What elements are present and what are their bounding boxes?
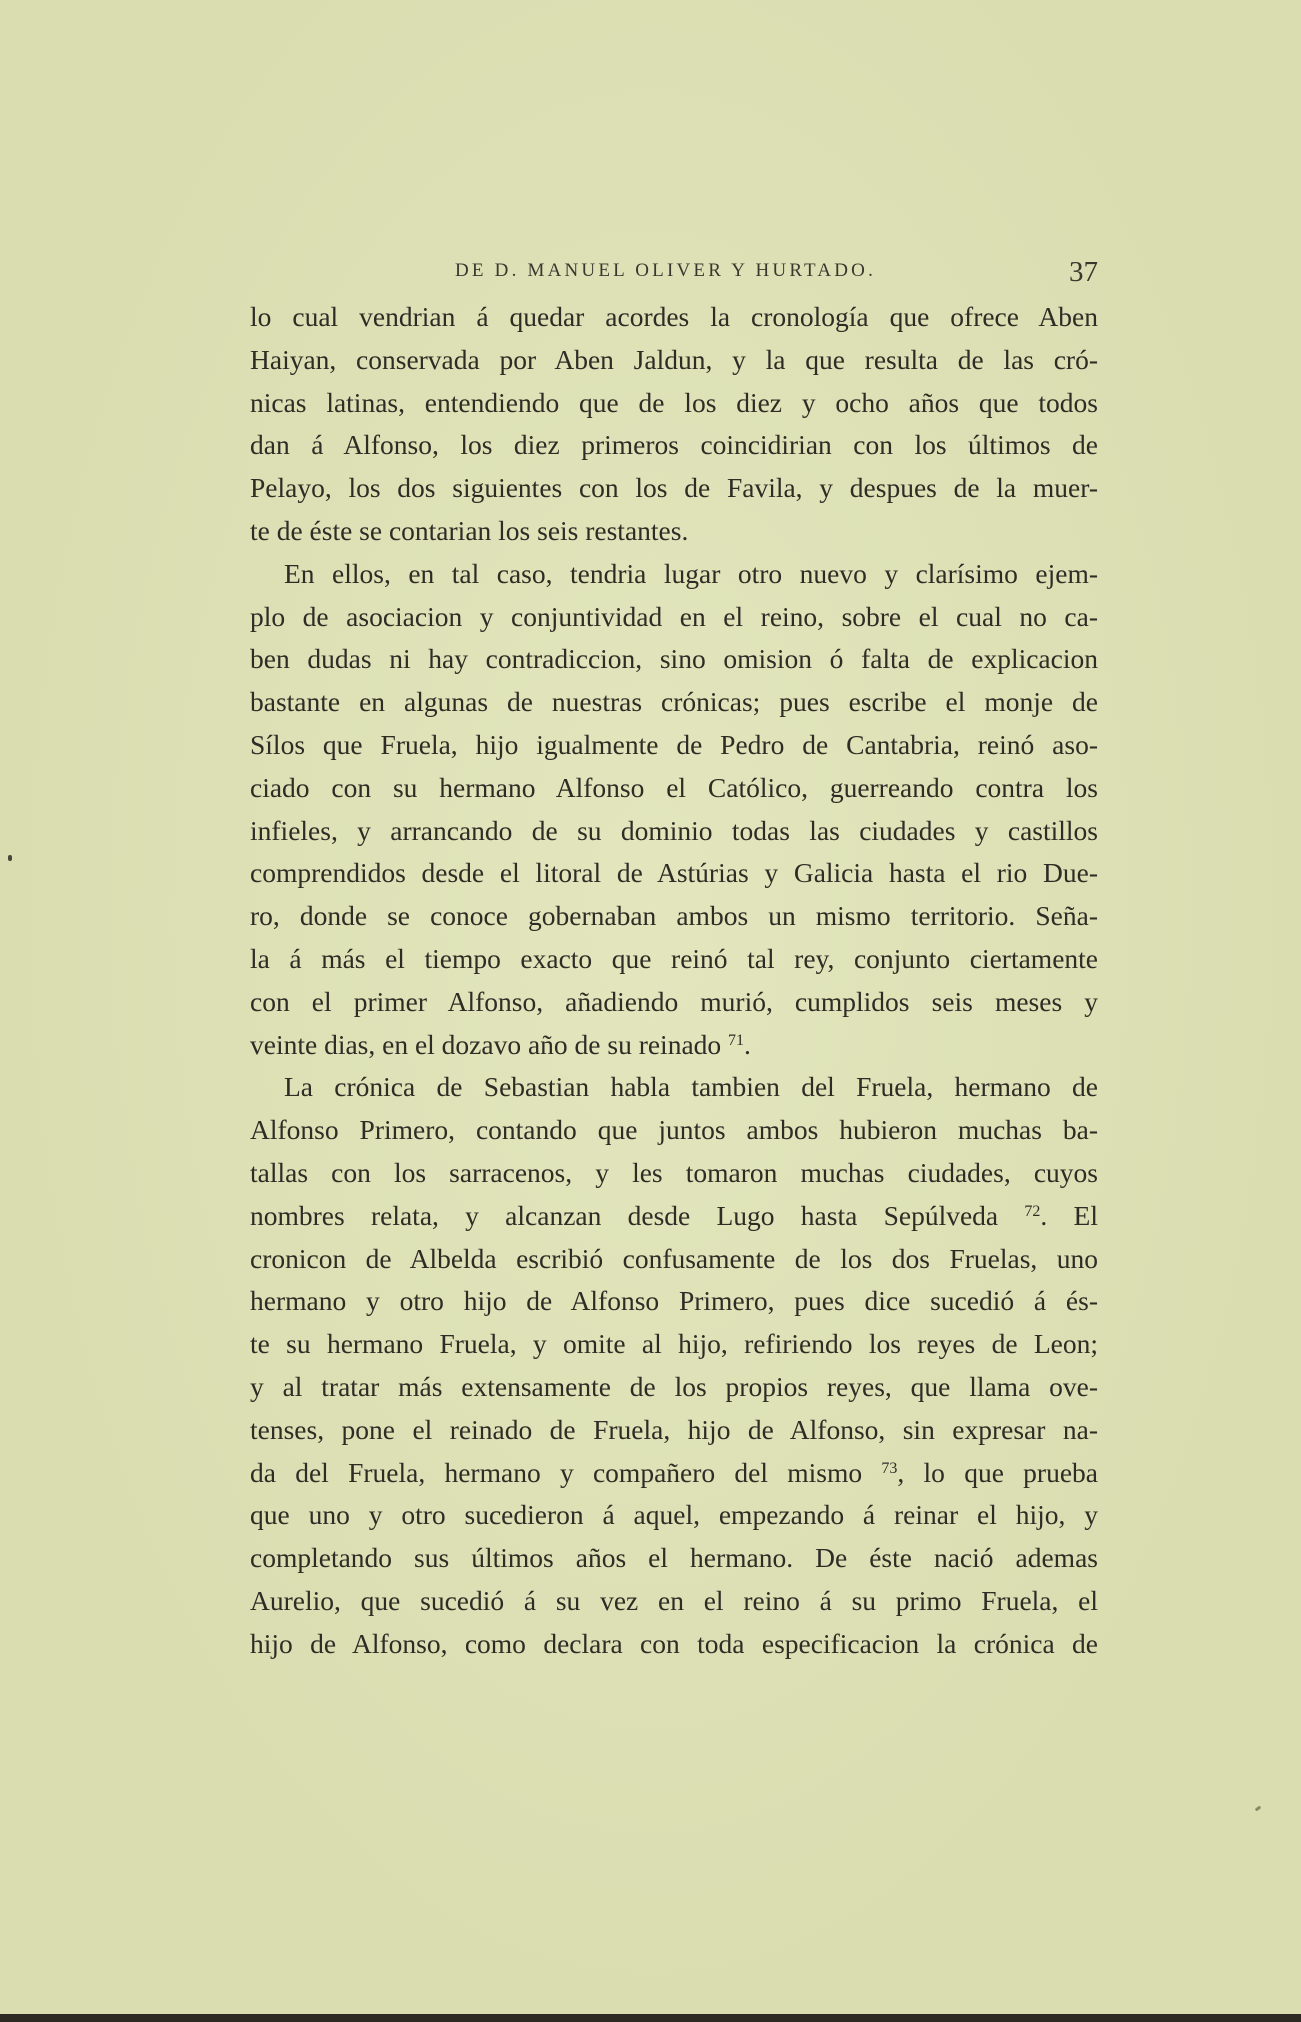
text-line: Haiyan, conservada por Aben Jaldun, y la que resulta de las cró- [250,343,1098,375]
text-line: lo cual vendrian á quedar acordes la cronología que ofrece Aben [250,301,1098,332]
text-line: nombres relata, y alcanzan desde Lugo hasta Sepúlveda $^{72}$. El [250,1199,1098,1231]
text-line: infieles, y arrancando de su dominio todas las ciudades y castillos [250,814,1098,846]
footnote-marker[interactable]: 71 [728,1031,745,1049]
text-line: bastante en algunas de nuestras crónicas; pues escribe el monje de [250,686,1098,718]
text-line: da del Fruela, hermano y compañero del mismo $^{73}$, lo que prueba [250,1456,1098,1488]
text-line: veinte dias, en el dozavo año de su reinado $^{71}$. [250,1028,751,1060]
text-line: La crónica de Sebastian habla tambien del Fruela, hermano de [284,1071,1098,1103]
text-line: ben dudas ni hay contradiccion, sino omision ó falta de explicacion [250,643,1098,675]
text-line: Pelayo, los dos siguientes con los de Favila, y despues de la muer- [250,472,1098,504]
running-head [250,256,1098,290]
paper-speck [1255,1806,1262,1812]
text-line: tenses, pone el reinado de Fruela, hijo de Alfonso, sin expresar na- [250,1413,1098,1445]
text-line: cronicon de Albelda escribió confusamente de los dos Fruelas, uno [250,1242,1098,1274]
text-line: con el primer Alfonso, añadiendo murió, cumplidos seis meses y [250,985,1098,1017]
text-line: Aurelio, que sucedió á su vez en el reino á su primo Fruela, el [250,1584,1098,1616]
text-line: ciado con su hermano Alfonso el Católico, guerreando contra los [250,771,1098,803]
text-line: Alfonso Primero, contando que juntos ambos hubieron muchas ba- [250,1114,1098,1146]
text-line: Sílos que Fruela, hijo igualmente de Pedro de Cantabria, reinó aso- [250,728,1098,760]
text-line: completando sus últimos años el hermano. De éste nació ademas [250,1542,1098,1574]
page-number: 37 [1069,256,1098,288]
text-line: que uno y otro sucedieron á aquel, empezando á reinar el hijo, y [250,1499,1098,1531]
text-line: y al tratar más extensamente de los propios reyes, que llama ove- [250,1370,1098,1402]
footnote-marker[interactable]: 73 [881,1459,898,1477]
text-line: comprendidos desde el litoral de Astúrias y Galicia hasta el rio Due- [250,857,1098,889]
text-line: nicas latinas, entendiendo que de los diez y ocho años que todos [250,386,1098,418]
text-line: En ellos, en tal caso, tendria lugar otro nuevo y clarísimo ejem- [284,557,1098,589]
text-line: tallas con los sarracenos, y les tomaron muchas ciudades, cuyos [250,1156,1098,1188]
page-bottom-edge [0,2014,1301,2022]
paper-speck [8,855,12,861]
text-line: te de éste se contarian los seis restantes. [250,514,689,546]
body-text [250,296,1098,1666]
footnote-marker[interactable]: 72 [1024,1202,1041,1220]
text-line: hermano y otro hijo de Alfonso Primero, pues dice sucedió á és- [250,1285,1098,1317]
text-line: dan á Alfonso, los diez primeros coincidirian con los últimos de [250,429,1098,461]
text-line: plo de asociacion y conjuntividad en el reino, sobre el cual no ca- [250,600,1098,632]
text-line: te su hermano Fruela, y omite al hijo, refiriendo los reyes de Leon; [250,1328,1098,1360]
running-title: DE D. MANUEL OLIVER Y HURTADO. [455,260,877,281]
text-line: hijo de Alfonso, como declara con toda especificacion la crónica de [250,1627,1098,1659]
text-line: ro, donde se conoce gobernaban ambos un mismo territorio. Seña- [250,900,1098,932]
text-line: la á más el tiempo exacto que reinó tal rey, conjunto ciertamente [250,942,1098,974]
